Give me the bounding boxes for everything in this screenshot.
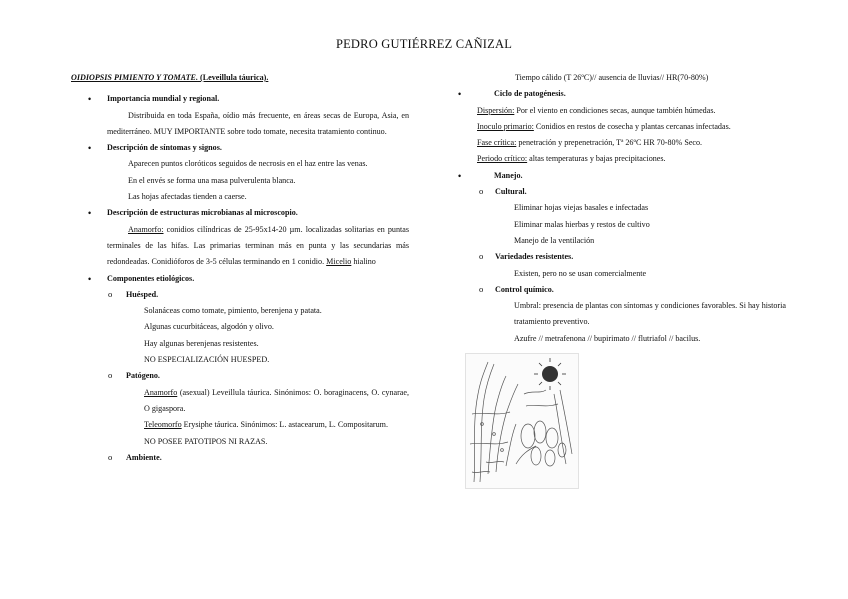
cultural-line: Eliminar hojas viejas basales e infectadas [514,203,649,213]
patogeno-heading: o Patógeno. [71,368,409,384]
ciclo-item [458,119,788,135]
ciclo-item-text: Conidios en restos de cosecha y plantas cercanas infectadas. [533,121,731,131]
ciclo-item [458,135,788,151]
sintomas-line: En el envés se forma una masa pulverulenta blanca. [128,175,296,185]
ciclo-item-label: Inoculo primario: [477,121,534,131]
huesped-line: Hay algunas berenjenas resistentes. [144,338,259,348]
huesped-line: Solanáceas como tomate, pimiento, berenjena y patata. [144,306,322,316]
right-column [458,70,788,347]
ciclo-item-label: Dispersión: [477,105,515,115]
anamorfo-label: Anamorfo: [128,224,164,234]
sintomas-line: Aparecen puntos cloróticos seguidos de necrosis en el haz entre las venas. [128,159,368,169]
importancia-heading: • Importancia mundial y regional. [71,91,409,107]
patogeno-teleomorfo-text: Erysiphe táurica. Sinónimos: L. astacearum, L. Compositarum. [181,420,388,430]
ciclo-item [458,103,788,119]
ciclo-item-label: Fase crítica: [477,138,517,148]
ciclo-item [458,151,788,167]
quimico-heading: o Control químico. [458,282,788,298]
ciclo-item-text: penetración y prepenetración, Tª 26ºC HR 70-80% Seco. [516,138,703,148]
patogeno-teleomorfo [71,417,409,433]
estructuras-text [71,222,409,271]
ciclo-item-text: altas temperaturas y bajas precipitaciones. [527,154,666,164]
manejo-heading: • Manejo. [458,168,788,184]
quimico-text2: Azufre // metrafenona // bupirimato // flutriafol // bacilus. [514,333,701,343]
huesped-heading: o Huésped. [71,287,409,303]
patogeno-anamorfo [71,385,409,418]
patogeno-teleomorfo-label: Teleomorfo [144,420,182,430]
microscopy-illustration [465,353,579,489]
ambiente-line: Tiempo cálido (T 26ºC)// ausencia de lluvias// HR(70-80%) [515,73,709,82]
sintomas-heading: • Descripción de síntomas y signos. [71,140,409,156]
cultural-heading: o Cultural. [458,184,788,200]
huesped-line: NO ESPECIALIZACIÓN HUESPED. [144,355,270,365]
micelio-text: hialino [351,257,376,267]
ciclo-item-label: Periodo crítico: [477,154,528,164]
quimico-text1: Umbral: presencia de plantas con síntomas y condiciones favorables. Si hay historia tratamiento preventivo. [514,301,786,327]
variedades-heading: o Variedades resistentes. [458,249,788,265]
componentes-heading: • Componentes etiológicos. [71,271,409,287]
section-title-plain: (Leveillula táurica). [200,73,269,82]
microscopy-drawing [466,354,578,488]
section-title [71,70,409,86]
page-title: PEDRO GUTIÉRREZ CAÑIZAL [335,37,513,51]
variedades-text: Existen, pero no se usan comercialmente [514,268,647,278]
anamorfo-text: conidios cilíndricas de 25-95x14-20 µm. localizadas solitarias en puntas terminales de las hifas. Las primarias terminan más en punta y las secundarias más redondeadas. Conidióforos de 3-5 células terminando en 1 conidio. [107,224,409,267]
patogeno-anamorfo-label: Anamorfo [144,387,178,397]
sintomas-line: Las hojas afectadas tienden a caerse. [128,192,247,202]
cultural-line: Eliminar malas hierbas y restos de cultivo [514,219,650,229]
micelio-label: Micelio [326,257,352,267]
huesped-line: Algunas cucurbitáceas, algodón y olivo. [144,322,274,332]
cultural-line: Manejo de la ventilación [514,235,595,245]
ambiente-heading: o Ambiente. [71,450,409,466]
patogeno-note: NO POSEE PATOTIPOS NI RAZAS. [144,436,268,446]
estructuras-heading: • Descripción de estructuras microbianas al microscopio. [71,205,409,221]
importancia-text: Distribuida en toda España, oídio más frecuente, en áreas secas de Europa, Asia, en mediterráneo. MUY IMPORTANTE sobre todo tomate, necesita tratamiento continuo. [107,110,409,136]
ciclo-item-text: Por el viento en condiciones secas, aunque también húmedas. [514,105,716,115]
left-column [71,70,409,466]
patogeno-anamorfo-text: (asexual) Leveillula táurica. Sinónimos: O. boraginacens, O. cynarae, O gigaspora. [144,387,409,413]
section-title-italic: OIDIOPSIS PIMIENTO Y TOMATE. [71,73,198,82]
ciclo-heading: • Ciclo de patogénesis. [458,86,788,102]
